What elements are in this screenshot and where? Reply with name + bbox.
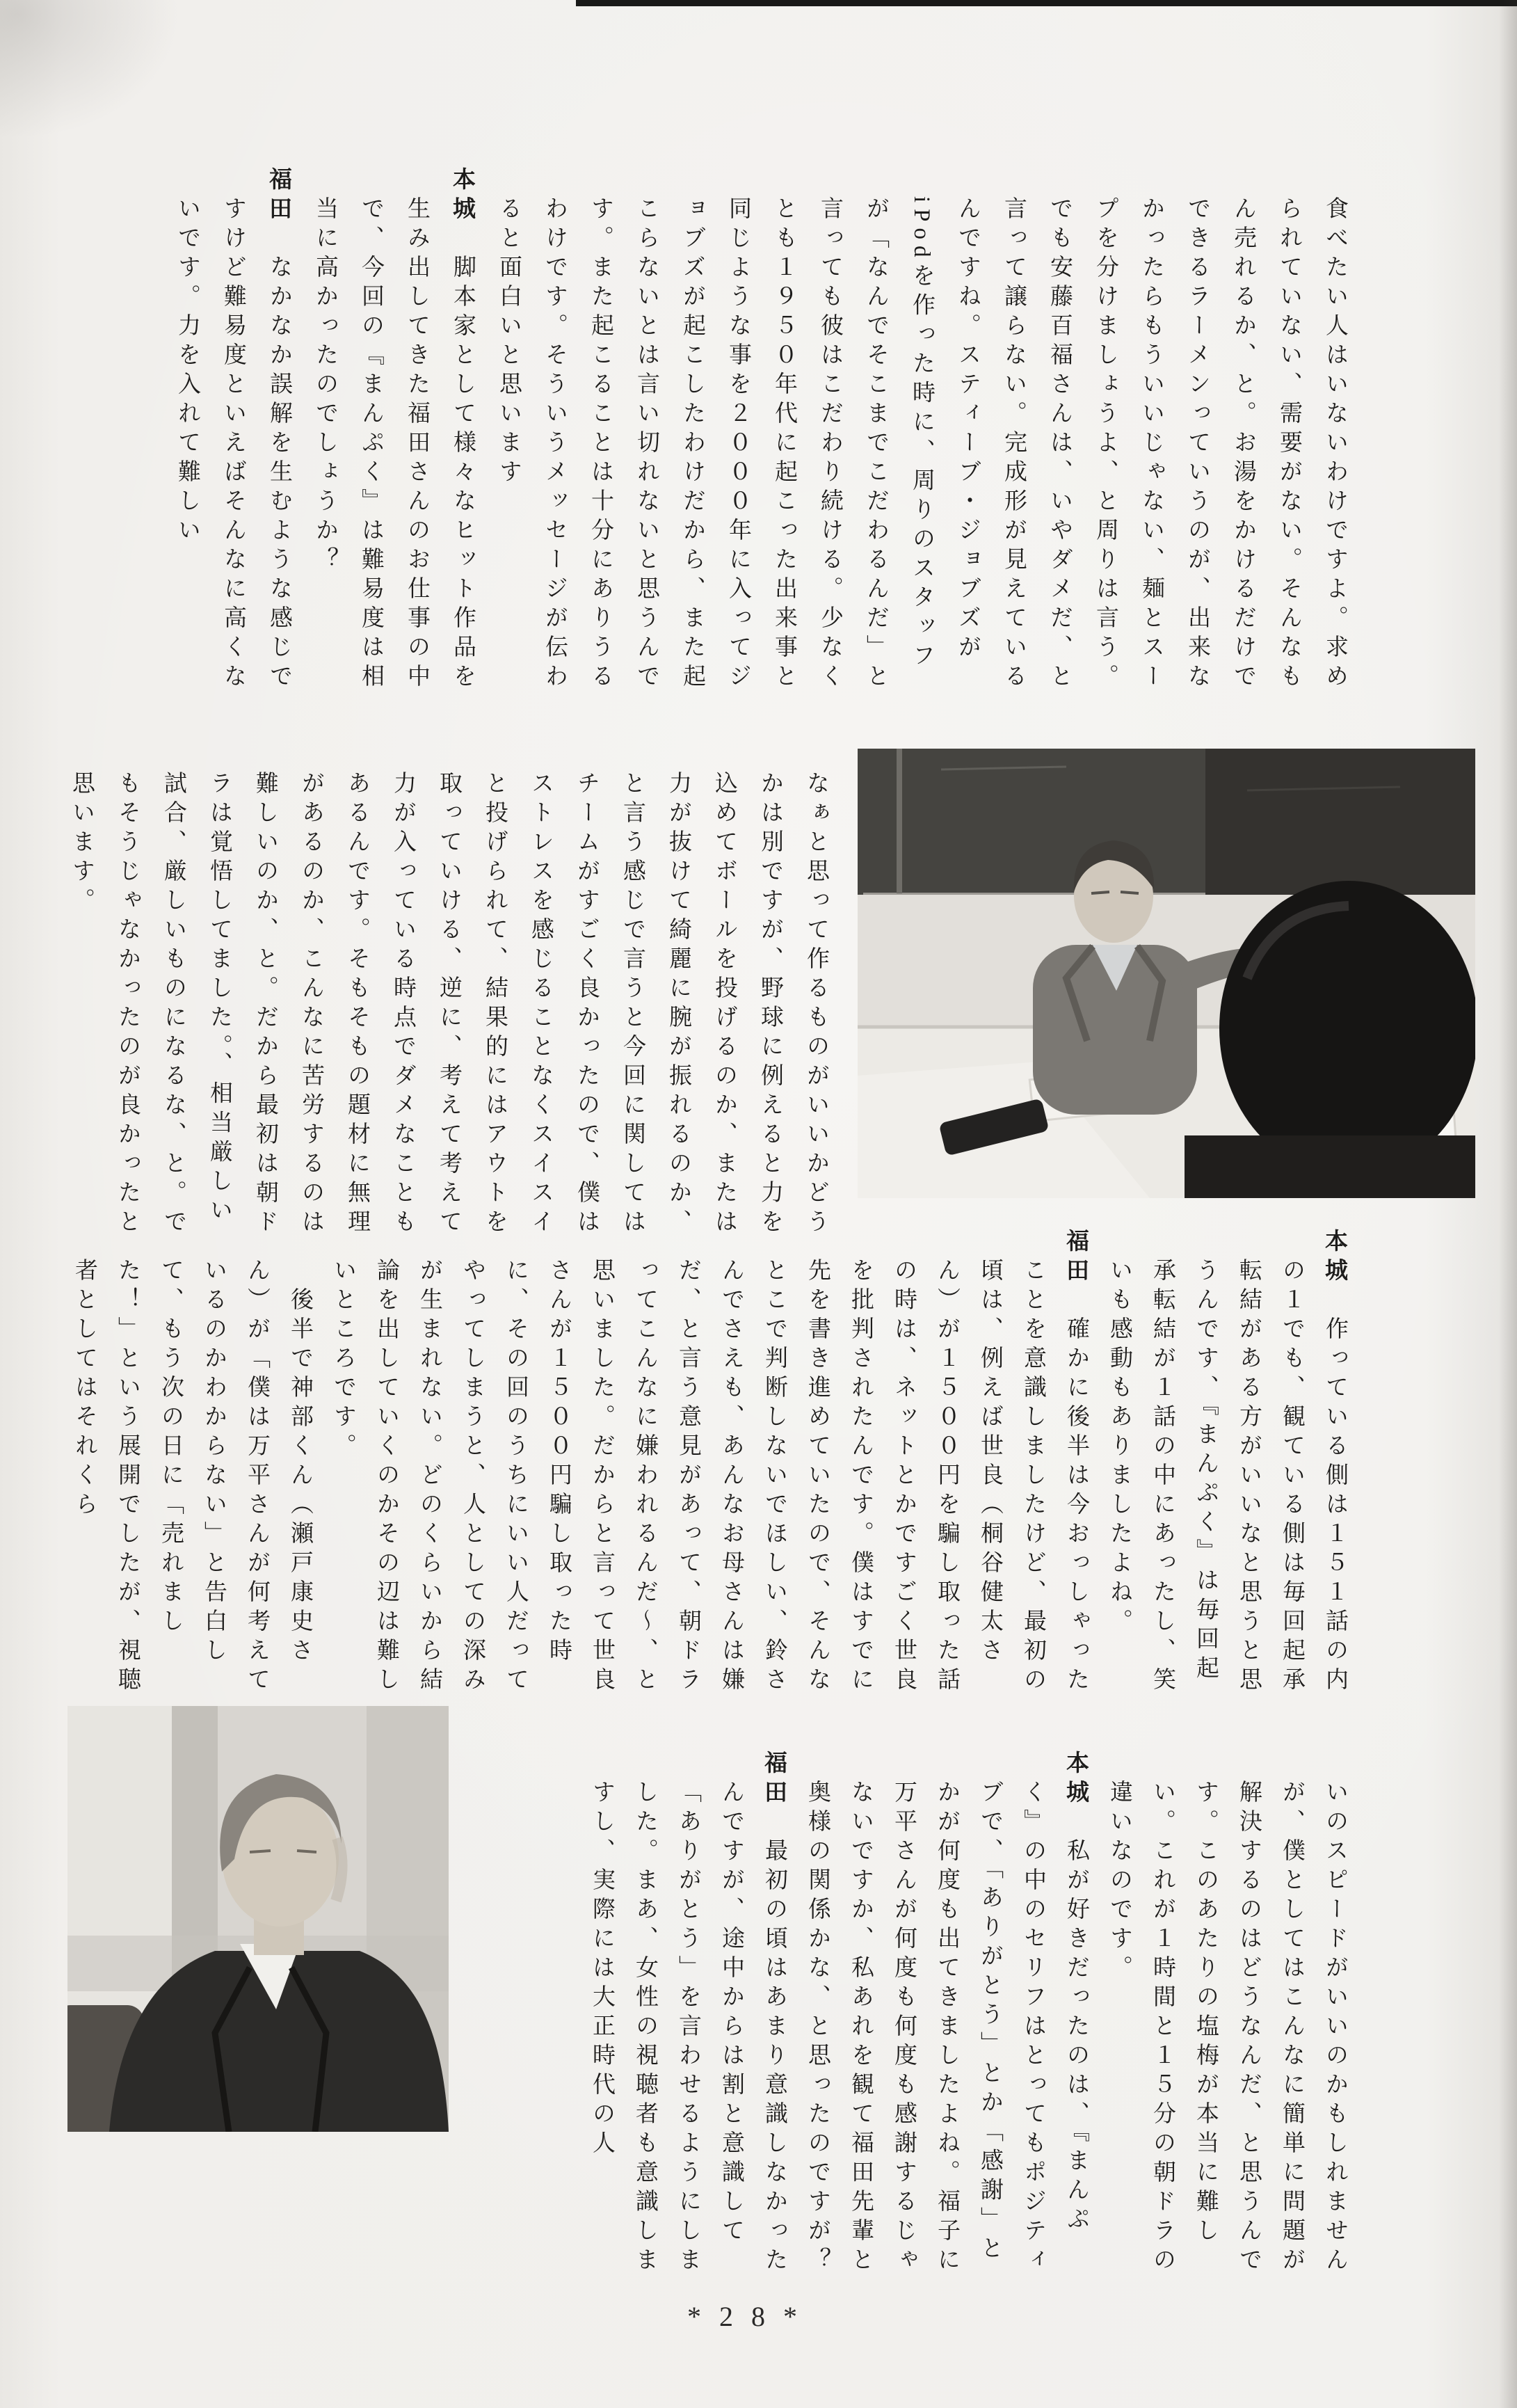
interview-text-band-top: [56, 167, 1358, 697]
scan-artifact-corner-shade: [0, 0, 181, 139]
dialogue-honjo-remark: [1098, 1229, 1356, 1696]
dialogue-text: いのスピードがいいのかもしれませんが、僕としてはこんなに簡単に問題が解決するのはどうなんだ、と思うんです。このあたりの塩梅が本当に難しい。これが１時間と１５分の朝ドラの違いなのです。: [1107, 1780, 1347, 2277]
scan-artifact-right-shade: [1499, 0, 1517, 2408]
dialogue-text: 確かに後半は今おっしゃったことを意識しましたけど、最初の頃は、例えば世良（桐谷健太さん）が１５００円を騙し取った話の時は、ネットとかですごく世良を批判されたんです。僕はすでに先を書き進めていたので、そんなとこで判断しないでほしい、鈴さんでさえも、あんなお母さんは嫌だ、と言う意見があって、朝ドラってこんなに嫌われるんだ〜、と思いました。だからと言って世良さんが１５００円騙し取った時に、その回のうちにいい人だってやってしまうと、人としての深みが生まれない。どのくらいから結論を出していくのかその辺は難しいところです。: [330, 1258, 1089, 1696]
interview-text-band-third: [53, 1229, 1356, 1696]
dialogue-fukuda-answer: [580, 1751, 796, 2277]
dialogue-continuation: [58, 771, 839, 1238]
dialogue-text: 私が好きだったのは、『まんぷく』の中のセリフはとってもポジティブで、「ありがとう」とか「感謝」とかが何度も出てきましたよね。福子に万平さんが何度も何度も感謝するじゃないですか、私あれを観て福田先輩と奥様の関係かな、と思ったのですが？: [805, 1780, 1089, 2277]
dialogue-paragraph: [63, 1258, 321, 1696]
dialogue-honjo-question: [796, 1751, 1098, 2277]
speaker-name-honjo: 本城: [1063, 1751, 1089, 1809]
dialogue-text: 食べたい人はいないわけですよ。求められていない、需要がない。そんなもん売れるか、と。お湯をかけるだけでできるラーメンっていうのが、出来なかったらもういいじゃない、麺とスープを分けましょうよ、と周りは言う。でも安藤百福さんは、いやダメだ、と言って譲らない。完成形が見えているんですね。スティーブ・ジョブズがiPodを作った時に、周りのスタッフが「なんでそこまでこだわるんだ」と言っても彼はこだわり続ける。少なくとも１９５０年代に起こった出来事と同じような事を２０００年に入ってジョブズが起こしたわけだから、また起こらないとは言い切れないと思うんです。また起こることは十分にありうるわけです。そういうメッセージが伝わると面白いと思います: [496, 196, 1347, 693]
dialogue-text: なぁと思って作るものがいいかどうかは別ですが、野球に例えると力を込めてボールを投げるのか、または力が抜けて綺麗に腕が振れるのか、と言う感じで言うと今回に関してはチームがすごく良かったので、僕はストレスを感じることなくスイスイと投げられて、結果的にはアウトを取っていける、逆に、考えて考えて力が入っている時点でダメなこともあるんです。そもそもの題材に無理があるのか、こんなに苦労するのは難しいのか、と。だから最初は朝ドラは覚悟してました。、相当厳しい試合、厳しいものになるな、と。でもそうじゃなかったのが良かったと思います。: [69, 771, 828, 1238]
speaker-name-fukuda: 福田: [762, 1751, 787, 1809]
footer-ornament-left: *: [687, 2301, 719, 2332]
speaker-name-honjo: 本城: [450, 167, 476, 225]
dialogue-text: 後半で神部くん（瀬戸康史さん）が「僕は万平さんが何考えているのかわからない」と告白して、もう次の日に「売れました！」という展開でしたが、視聴者としてはそれくら: [72, 1258, 312, 1696]
dialogue-text: なかなか誤解を生むような感じですけど難易度といえばそんなに高くないです。力を入れて難しい: [175, 196, 291, 693]
dialogue-fukuda-answer: [164, 167, 302, 697]
dialogue-fukuda-answer: [321, 1229, 1098, 1696]
footer-ornament-right: *: [783, 2301, 815, 2332]
dialogue-text: 最初の頃はあまり意識しなかったんですが、途中からは割と意識して「ありがとう」を言わせるようにしました。まあ、女性の視聴者も意識しますし、実際には大正時代の人: [589, 1780, 787, 2277]
dialogue-honjo-question: [302, 167, 485, 697]
dialogue-continuation: [1098, 1780, 1356, 2277]
dialogue-text: 脚本家として様々なヒット作品を生み出してきた福田さんのお仕事の中で、今回の『まんぷく』は難易度は相当に高かったのでしょうか？: [312, 196, 475, 693]
interview-text-band-bottom: [487, 1751, 1356, 2277]
page-number: 28: [719, 2301, 783, 2332]
speaker-name-fukuda: 福田: [266, 167, 292, 225]
interview-photo: [858, 749, 1475, 1198]
portrait-photo: [67, 1706, 449, 2132]
speaker-name-honjo: 本城: [1322, 1229, 1348, 1287]
speaker-name-fukuda: 福田: [1063, 1229, 1089, 1287]
page-footer: [647, 2300, 856, 2333]
interview-text-band-middle: [53, 771, 839, 1238]
scan-artifact-top-strip: [576, 0, 1517, 6]
dialogue-text: 作っている側は１５１話の内の１でも、観ている側は毎回起承転結がある方がいいなと思うと思うんです、『まんぷく』は毎回起承転結が１話の中にあったし、笑いも感動もありましたよね。: [1107, 1258, 1347, 1696]
dialogue-continuation: [485, 196, 1358, 697]
